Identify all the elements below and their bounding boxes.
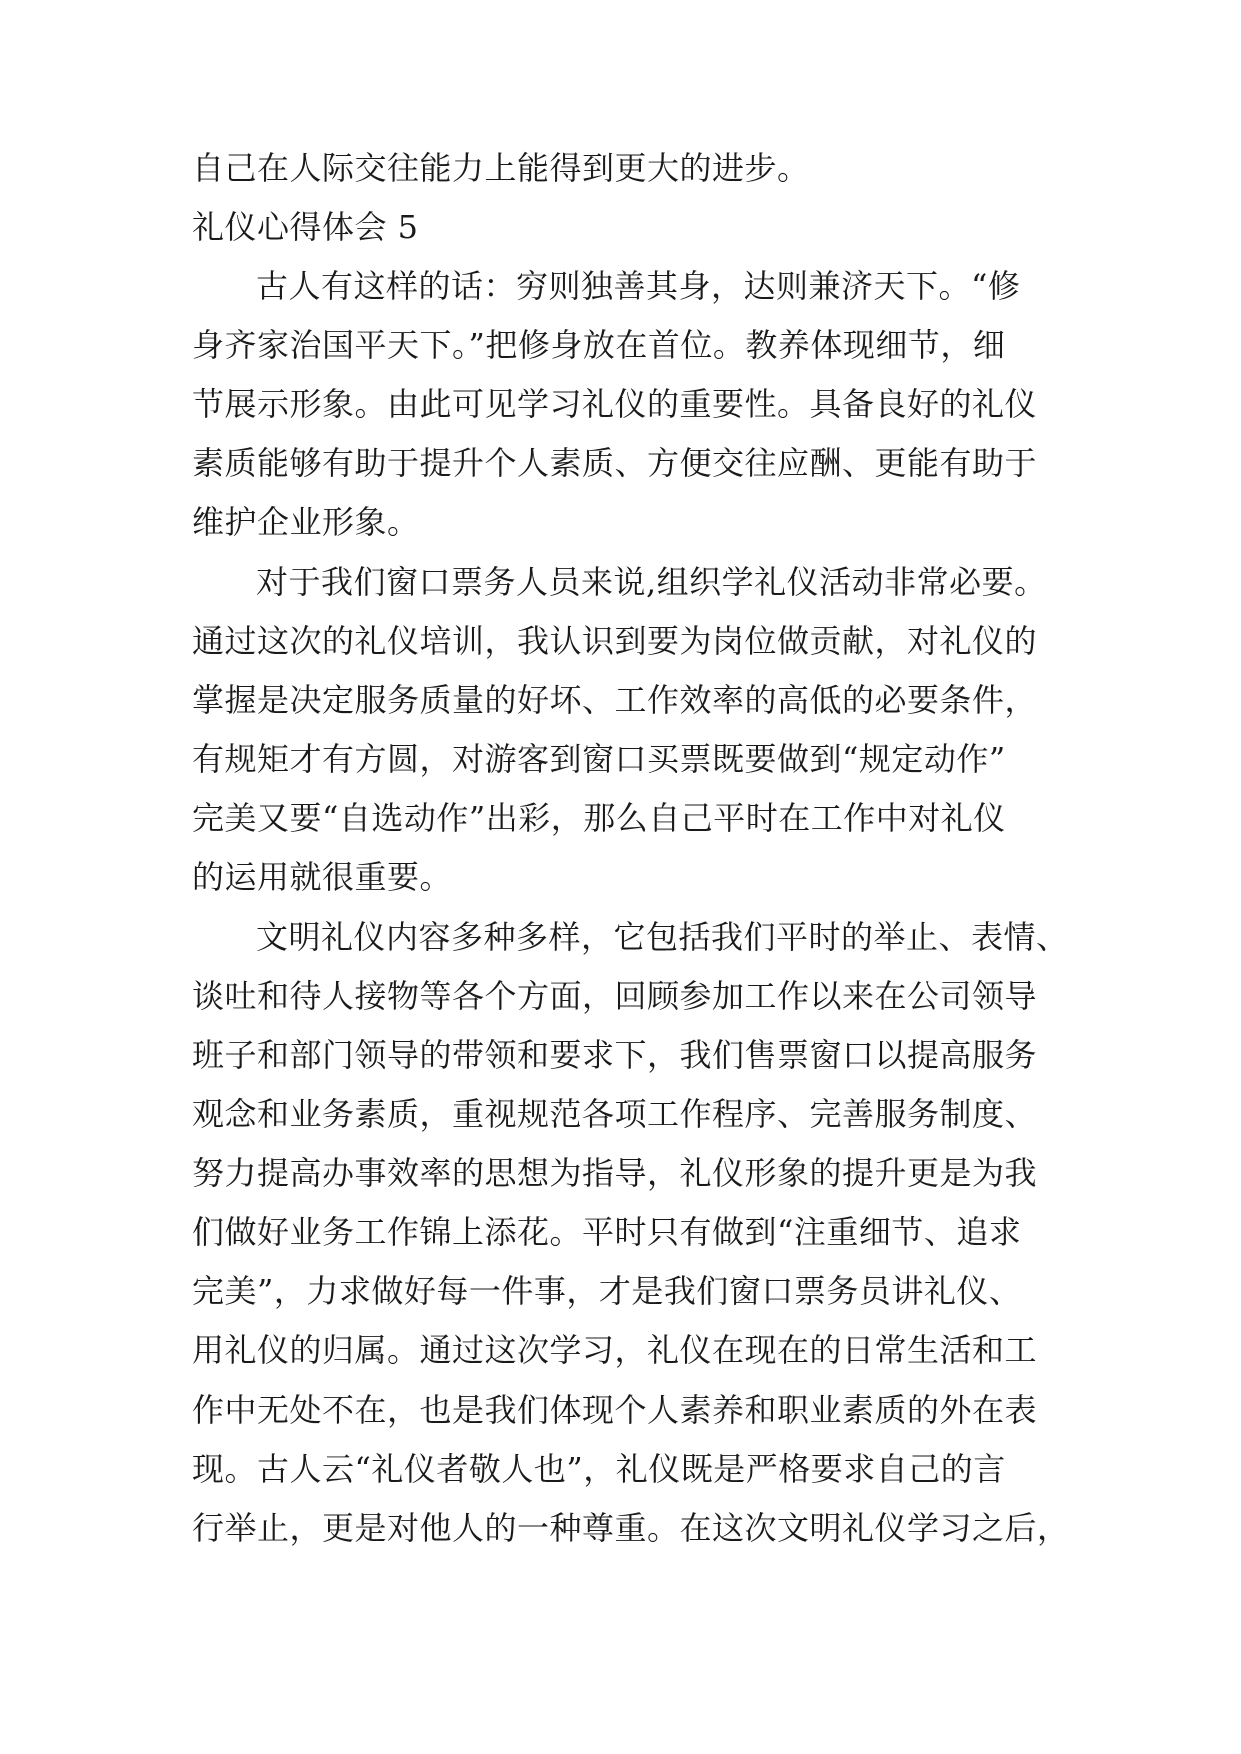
paragraph-2-line-3: 掌握是决定服务质量的好坏、工作效率的高低的必要条件， — [192, 681, 1038, 719]
paragraph-1-line-1: 古人有这样的话：穷则独善其身，达则兼济天下。“修 — [256, 267, 1021, 305]
paragraph-1-line-2: 身齐家治国平天下。”把修身放在首位。教养体现细节，细 — [192, 326, 1006, 364]
paragraph-3-line-4: 观念和业务素质，重视规范各项工作程序、完善服务制度、 — [192, 1095, 1038, 1133]
paragraph-1-line-5: 维护企业形象。 — [192, 503, 420, 541]
text-line-1: 自己在人际交往能力上能得到更大的进步。 — [192, 149, 810, 187]
paragraph-2-line-5: 完美又要“自选动作”出彩，那么自己平时在工作中对礼仪 — [192, 799, 1006, 837]
paragraph-2-line-4: 有规矩才有方圆，对游客到窗口买票既要做到“规定动作” — [192, 740, 1006, 778]
paragraph-3-line-3: 班子和部门领导的带领和要求下，我们售票窗口以提高服务 — [192, 1036, 1038, 1074]
paragraph-3-line-9: 作中无处不在，也是我们体现个人素养和职业素质的外在表 — [192, 1391, 1038, 1429]
section-heading: 礼仪心得体会 5 — [192, 208, 419, 246]
paragraph-3-line-1: 文明礼仪内容多种多样，它包括我们平时的举止、表情、 — [256, 918, 1069, 956]
paragraph-2-line-6: 的运用就很重要。 — [192, 858, 453, 896]
paragraph-2-line-1: 对于我们窗口票务人员来说,组织学礼仪活动非常必要。 — [256, 563, 1047, 601]
paragraph-3-line-7: 完美”，力求做好每一件事，才是我们窗口票务员讲礼仪、 — [192, 1272, 1022, 1310]
paragraph-3-line-6: 们做好业务工作锦上添花。平时只有做到“注重细节、追求 — [192, 1213, 1022, 1251]
paragraph-1-line-3: 节展示形象。由此可见学习礼仪的重要性。具备良好的礼仪 — [192, 385, 1038, 423]
paragraph-3-line-10: 现。古人云“礼仪者敬人也”，礼仪既是严格要求自己的言 — [192, 1450, 1006, 1488]
paragraph-3-line-5: 努力提高办事效率的思想为指导，礼仪形象的提升更是为我 — [192, 1154, 1038, 1192]
paragraph-1-line-4: 素质能够有助于提升个人素质、方便交往应酬、更能有助于 — [192, 444, 1038, 482]
paragraph-3-line-8: 用礼仪的归属。通过这次学习，礼仪在现在的日常生活和工 — [192, 1331, 1038, 1369]
paragraph-2-line-2: 通过这次的礼仪培训，我认识到要为岗位做贡献，对礼仪的 — [192, 622, 1038, 660]
paragraph-3-line-11: 行举止，更是对他人的一种尊重。在这次文明礼仪学习之后， — [192, 1509, 1070, 1547]
paragraph-3-line-2: 谈吐和待人接物等各个方面，回顾参加工作以来在公司领导 — [192, 977, 1038, 1015]
